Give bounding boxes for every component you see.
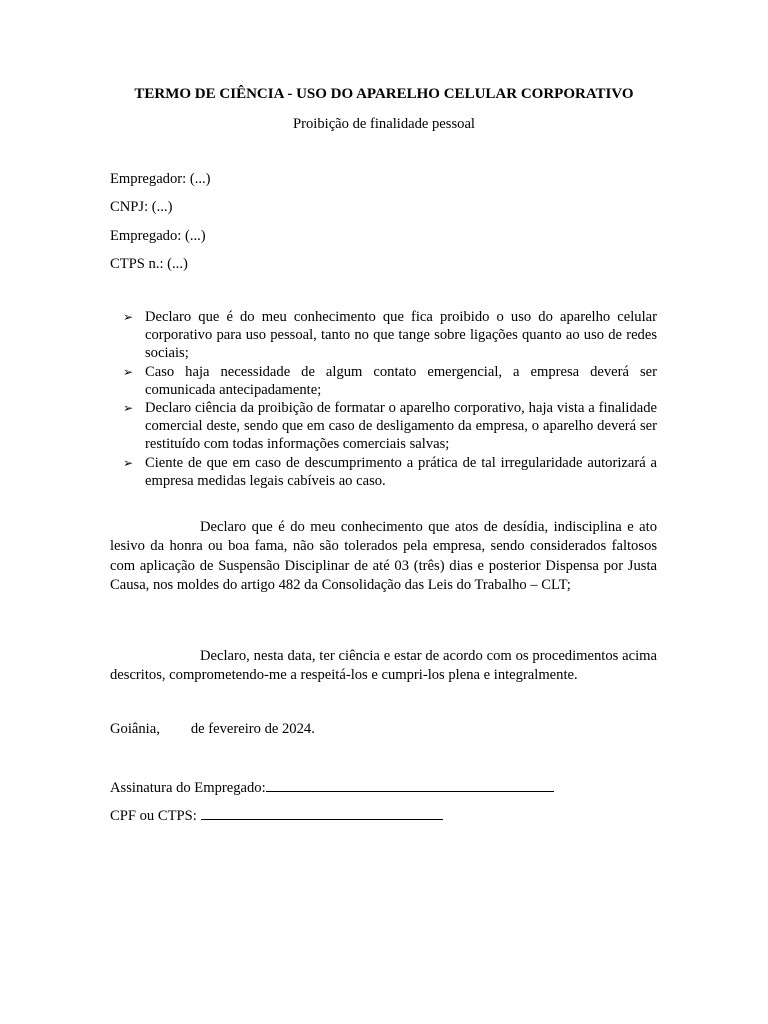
cpf-label: CPF ou CTPS: xyxy=(110,808,197,824)
paragraph-agreement: Declaro, nesta data, ter ciência e estar de acordo com os procedimentos acima descritos, comprometendo-me a respeitá-los e cumpri-los plena e integralmente. xyxy=(110,648,657,684)
list-item xyxy=(110,363,657,399)
bullet-text: Ciente de que em caso de descumprimento a prática de tal irregularidade autorizará a empresa medidas legais cabíveis ao caso. xyxy=(145,454,657,489)
cpf-blank xyxy=(201,805,443,820)
city: Goiânia, xyxy=(110,721,160,737)
signature-blank xyxy=(266,777,554,792)
field-cnpj: CNPJ: (...) xyxy=(110,199,173,215)
arrowhead-bullet-icon: ➢ xyxy=(123,401,134,416)
signature-line xyxy=(110,777,554,797)
bullet-list xyxy=(110,308,657,490)
arrowhead-bullet-icon: ➢ xyxy=(123,455,134,470)
bullet-text: Declaro ciência da proibição de formatar o aparelho corporativo, haja vista a finalidade comercial deste, sendo que em caso de desligamento da empresa, o aparelho deverá ser restituído com todas informações comerciais salvas; xyxy=(145,400,657,453)
signature-label: Assinatura do Empregado: xyxy=(110,780,266,796)
list-item xyxy=(110,454,657,490)
field-ctps: CTPS n.: (...) xyxy=(110,256,188,272)
bullet-text: Caso haja necessidade de algum contato emergencial, a empresa deverá ser comunicada antecipadamente; xyxy=(145,363,657,398)
date: de fevereiro de 2024. xyxy=(190,721,315,737)
cpf-line xyxy=(110,805,443,825)
list-item xyxy=(110,308,657,363)
field-empregador: Empregador: (...) xyxy=(110,171,211,187)
date-line xyxy=(110,720,315,738)
arrowhead-bullet-icon: ➢ xyxy=(123,310,134,324)
list-item xyxy=(110,399,657,454)
paragraph-conduct: Declaro que é do meu conhecimento que atos de desídia, indisciplina e ato lesivo da honra ou boa fama, não são tolerados pela empresa, sendo considerados faltosos com aplicação de Suspensão Disciplinar de até 03 (três) dias e posterior Dispensa por Justa Causa, nos moldes do artigo 482 da Consolidação das Leis do Trabalho – CLT; xyxy=(110,519,657,594)
arrowhead-bullet-icon: ➢ xyxy=(123,364,134,379)
document-subtitle: Proibição de finalidade pessoal xyxy=(293,116,475,132)
bullet-text: Declaro que é do meu conhecimento que fica proibido o uso do aparelho celular corporativo para uso pessoal, tanto no que tange sobre ligações quanto ao uso de redes sociais; xyxy=(145,309,657,362)
field-empregado: Empregado: (...) xyxy=(110,228,206,244)
document-title: TERMO DE CIÊNCIA - USO DO APARELHO CELULAR CORPORATIVO xyxy=(134,86,634,102)
